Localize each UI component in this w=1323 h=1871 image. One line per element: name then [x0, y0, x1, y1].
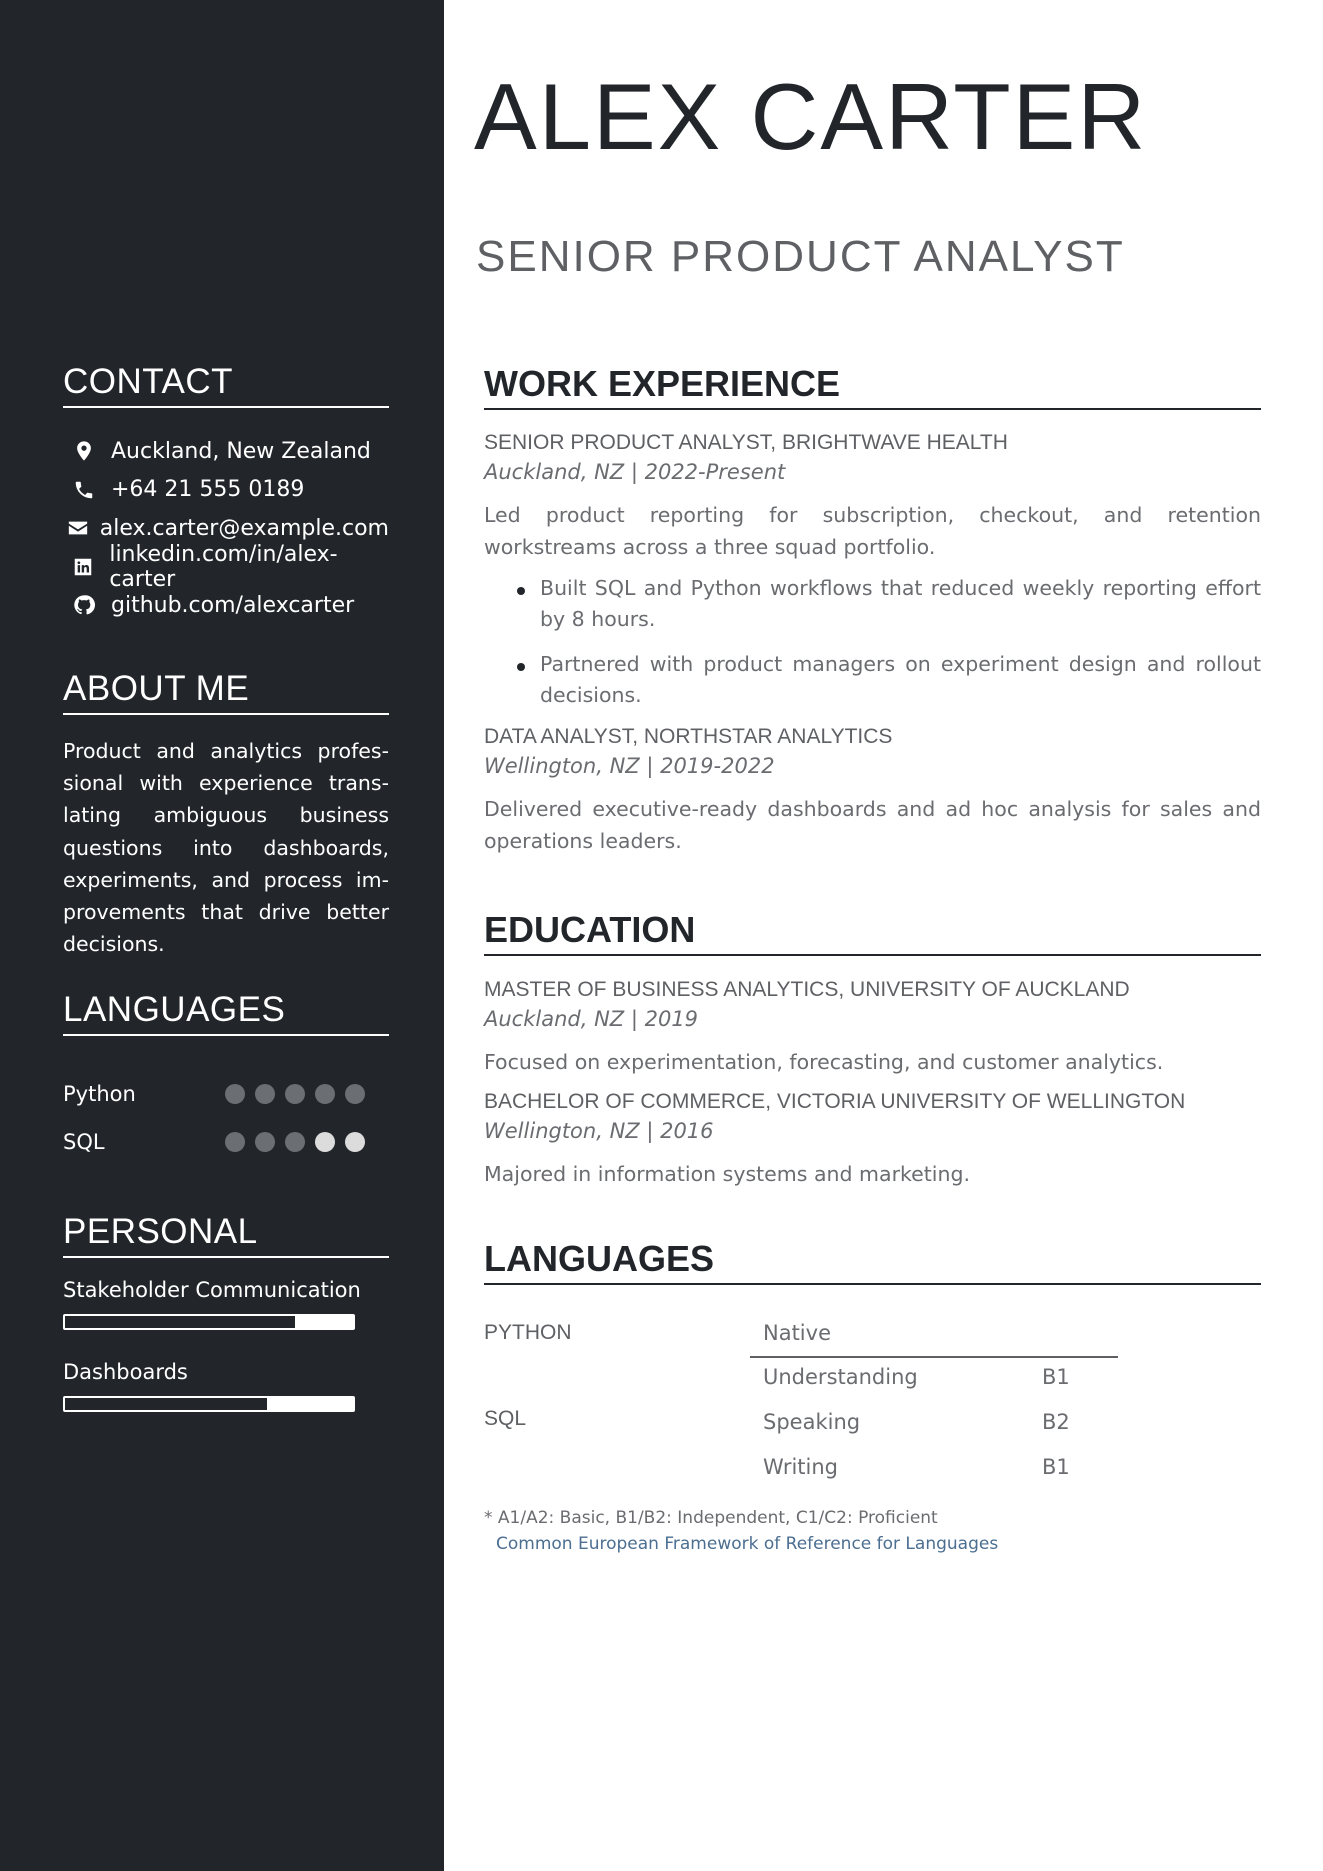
skill-name: Python [63, 1082, 136, 1106]
work-experience-heading: WORK EXPERIENCE [484, 364, 1261, 410]
entry-title: DATA ANALYST, NORTHSTAR ANALYTICS [484, 725, 893, 748]
entry-meta: Auckland, NZ | 2019 [484, 1007, 699, 1031]
personal-item-dashboards [63, 1360, 389, 1412]
rating-dot-empty [315, 1132, 335, 1152]
sidebar [0, 0, 444, 1871]
footnote-text: * A1/A2: Basic, B1/B2: Independent, C1/C2: Proficient [484, 1508, 938, 1528]
envelope-icon [67, 517, 90, 539]
contact-github[interactable] [63, 586, 389, 625]
sql-skill: Speaking [763, 1410, 861, 1434]
rating-dot-filled [285, 1132, 305, 1152]
candidate-role: SENIOR PRODUCT ANALYST [476, 232, 1125, 281]
skill-row-python [63, 1070, 389, 1118]
rating-dot-filled [345, 1084, 365, 1104]
skill-name: SQL [63, 1130, 105, 1154]
education-entry [484, 976, 1261, 1078]
personal-label: Stakeholder Communication [63, 1278, 361, 1302]
cefr-link[interactable]: Common European Framework of Reference for Languages [496, 1534, 999, 1554]
about-heading: ABOUT ME [63, 669, 389, 715]
personal-heading: PERSONAL [63, 1212, 389, 1258]
contact-phone [63, 471, 389, 510]
skill-list [63, 1070, 389, 1166]
python-label: PYTHON [484, 1321, 572, 1344]
education-heading: EDUCATION [484, 910, 1261, 956]
sql-level: B1 [1042, 1455, 1070, 1479]
sidebar-languages-heading: LANGUAGES [63, 990, 389, 1036]
work-entry [484, 429, 1261, 711]
python-level: Native [763, 1321, 831, 1345]
rating-dot-filled [255, 1084, 275, 1104]
contact-list [63, 432, 389, 625]
progress-bar [63, 1314, 355, 1330]
entry-bullets [484, 573, 1261, 711]
location-pin-icon [67, 440, 101, 462]
contact-email-text[interactable]: alex.carter@example.com [99, 515, 389, 541]
personal-label: Dashboards [63, 1360, 188, 1384]
language-table [484, 1318, 1261, 1488]
bullet-item: Built SQL and Python workflows that reduced weekly reporting effort by 8 hours. [484, 573, 1261, 635]
rating-dot-empty [345, 1132, 365, 1152]
contact-location [63, 432, 389, 471]
contact-github-text[interactable]: github.com/alexcarter [111, 592, 355, 618]
sql-label: SQL [484, 1407, 527, 1430]
contact-heading: CONTACT [63, 362, 389, 408]
work-experience-section [484, 364, 1261, 857]
languages-section [484, 1239, 1261, 1285]
rating-dot-filled [225, 1132, 245, 1152]
skill-rating-python [225, 1084, 365, 1104]
rating-dot-filled [285, 1084, 305, 1104]
sql-skill: Understanding [763, 1365, 918, 1389]
about-section [63, 669, 389, 960]
sql-level: B2 [1042, 1410, 1070, 1434]
entry-title: BACHELOR OF COMMERCE, VICTORIA UNIVERSITY OF WELLINGTON [484, 1090, 1186, 1113]
languages-heading: LANGUAGES [484, 1239, 1261, 1285]
entry-title: SENIOR PRODUCT ANALYST, BRIGHTWAVE HEALTH [484, 431, 1008, 454]
contact-linkedin[interactable] [63, 541, 389, 592]
entry-title: MASTER OF BUSINESS ANALYTICS, UNIVERSITY OF AUCKLAND [484, 978, 1130, 1001]
entry-meta: Wellington, NZ | 2016 [484, 1119, 714, 1143]
work-entry [484, 723, 1261, 857]
entry-description: Led product reporting for subscription, checkout, and retention workstreams across a three squad portfolio. [484, 503, 1261, 559]
entry-description: Majored in information systems and marketing. [484, 1162, 971, 1186]
personal-section [63, 1212, 389, 1412]
contact-linkedin-text[interactable]: linkedin.com/in/alex-carter [109, 541, 338, 592]
bullet-item: Partnered with product managers on experiment design and rollout decisions. [484, 649, 1261, 711]
cefr-footnote [484, 1505, 998, 1557]
entry-meta: Auckland, NZ | 2022-Present [484, 460, 786, 484]
education-entry [484, 1088, 1261, 1190]
progress-fill [65, 1398, 267, 1410]
rating-dot-filled [225, 1084, 245, 1104]
linkedin-icon [67, 556, 99, 578]
phone-icon [67, 479, 101, 501]
personal-item-stakeholder [63, 1278, 389, 1330]
contact-section [63, 362, 389, 625]
sidebar-languages-section [63, 990, 389, 1166]
entry-description: Focused on experimentation, forecasting, and customer analytics. [484, 1050, 1164, 1074]
github-icon [67, 594, 101, 616]
candidate-name: ALEX CARTER [474, 64, 1148, 169]
sql-skill: Writing [763, 1455, 838, 1479]
table-divider [750, 1356, 1118, 1358]
education-section [484, 910, 1261, 1190]
entry-meta: Wellington, NZ | 2019-2022 [484, 754, 775, 778]
contact-phone-text: +64 21 555 0189 [111, 477, 305, 503]
skill-rating-sql [225, 1132, 365, 1152]
about-text: Product and analytics professional with experience translating ambiguous business questions into dashboards, experiments, and process improvements that drive better decisions. [63, 739, 389, 957]
rating-dot-filled [315, 1084, 335, 1104]
skill-row-sql [63, 1118, 389, 1166]
entry-description: Delivered executive-ready dashboards and ad hoc analysis for sales and operations leaders. [484, 797, 1261, 853]
progress-bar [63, 1396, 355, 1412]
rating-dot-filled [255, 1132, 275, 1152]
contact-location-text: Auckland, New Zealand [111, 438, 371, 464]
sql-level: B1 [1042, 1365, 1070, 1389]
progress-fill [65, 1316, 295, 1328]
